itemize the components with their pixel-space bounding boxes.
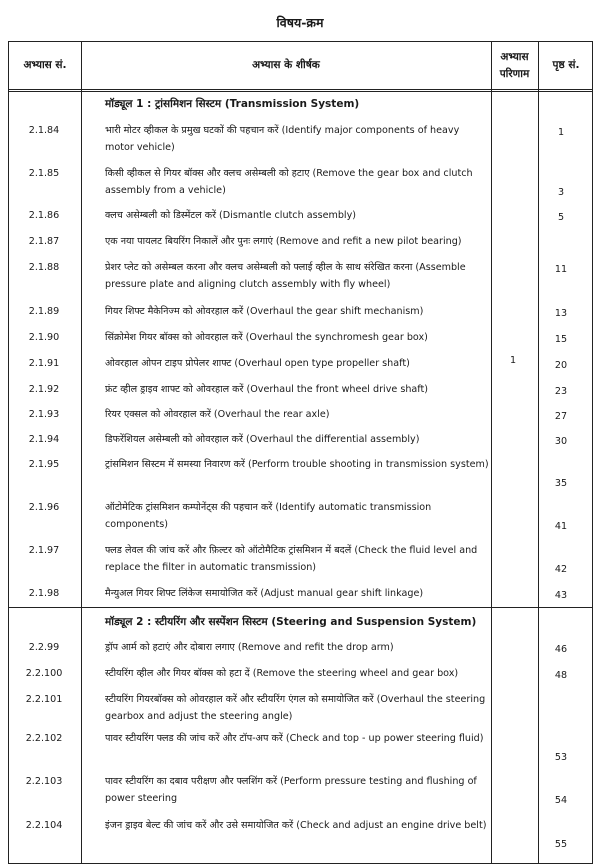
module-1-title: मॉड्यूल 1 : ट्रांसमिशन सिस्टम (Transmission System) bbox=[105, 98, 360, 110]
exercise-number: 2.2.101 bbox=[25, 694, 63, 705]
header-result-line1: अभ्यास bbox=[500, 50, 529, 63]
page-number: 15 bbox=[554, 334, 568, 345]
exercise-title: इंजन ड्राइव बेल्ट की जांच करें और उसे समायोजित करें (Check and adjust an engine drive belt) bbox=[105, 820, 487, 831]
exercise-title: क्लच असेम्बली को डिस्मेंटल करें (Dismantle clutch assembly) bbox=[105, 210, 357, 221]
header-result bbox=[491, 42, 538, 89]
exercise-title: स्टीयरिंग व्हील और गियर बॉक्स को हटा दें (Remove the steering wheel and gear box) bbox=[105, 668, 459, 679]
page-number: 42 bbox=[554, 564, 568, 575]
exercise-title: ऑटोमेटिक ट्रांसमिशन कम्पोनेंट्स की पहचान करें (Identify automatic transmission components) bbox=[105, 502, 432, 530]
exercise-title: एक नया पायलट बियरिंग निकालें और पुनः लगाएं (Remove and refit a new pilot bearing) bbox=[105, 236, 462, 247]
exercise-number: 2.1.85 bbox=[28, 168, 60, 179]
exercise-number: 2.1.90 bbox=[28, 332, 60, 343]
exercise-title: मैन्युअल गियर शिफ्ट लिंकेज समायोजित करें (Adjust manual gear shift linkage) bbox=[105, 588, 424, 599]
page-number: 23 bbox=[554, 386, 568, 397]
exercise-number: 2.2.102 bbox=[25, 733, 63, 744]
page-number: 3 bbox=[557, 187, 565, 198]
exercise-title: किसी व्हीकल से गियर बॉक्स और क्लच असेम्बली को हटाए (Remove the gear box and clutch assembly from a vehicle) bbox=[105, 168, 473, 196]
header-exercise-no: अभ्यास सं. bbox=[23, 59, 67, 71]
exercise-title: ओवरहाल ओपन टाइप प्रोपेलर शाफ्ट (Overhaul open type propeller shaft) bbox=[105, 358, 410, 369]
header-page-no: पृष्ठ सं. bbox=[552, 59, 580, 71]
page-number: 48 bbox=[554, 670, 568, 681]
page-number: 20 bbox=[554, 360, 568, 371]
page-number: 46 bbox=[554, 644, 568, 655]
page-number: 53 bbox=[554, 752, 568, 763]
exercise-title: फ्लड लेवल की जांच करें और फ़िल्टर को ऑटोमैटिक ट्रांसमिशन में बदलें (Check the fluid level and replace the filter in automatic transmission) bbox=[105, 545, 478, 573]
page-number: 35 bbox=[554, 478, 568, 489]
exercise-title: भारी मोटर व्हीकल के प्रमुख घटकों की पहचान करें (Identify major components of heavy motor vehicle) bbox=[105, 125, 460, 153]
exercise-title: ड्रॉप आर्म को हटाएं और दोबारा लगाए (Remove and refit the drop arm) bbox=[105, 642, 394, 653]
exercise-title: स्टीयरिंग गियरबॉक्स को ओवरहाल करें और स्टीयरिंग एंगल को समायोजित करें (Overhaul the steering gearbox and adjust the steering angle) bbox=[105, 694, 486, 722]
page-title: विषय-क्रम bbox=[276, 15, 324, 30]
exercise-number: 2.1.92 bbox=[28, 384, 60, 395]
exercise-title: ट्रांसमिशन सिस्टम में समस्या निवारण करें (Perform trouble shooting in transmission system) bbox=[105, 459, 489, 470]
exercise-number: 2.1.93 bbox=[28, 409, 60, 420]
header-result-line2: परिणाम bbox=[499, 67, 530, 80]
header-divider bbox=[9, 89, 592, 90]
exercise-number: 2.1.98 bbox=[28, 588, 60, 599]
exercise-title: पावर स्टीयरिंग फ्लड की जांच करें और टॉप-अप करें (Check and top - up power steering fluid) bbox=[105, 733, 484, 744]
exercise-number: 2.1.95 bbox=[28, 459, 60, 470]
page-number: 11 bbox=[554, 264, 568, 275]
page-number: 55 bbox=[554, 839, 568, 850]
exercise-number: 2.2.99 bbox=[28, 642, 60, 653]
page-number: 43 bbox=[554, 590, 568, 601]
page-number: 27 bbox=[554, 411, 568, 422]
page-number: 13 bbox=[554, 308, 568, 319]
module-divider bbox=[9, 607, 592, 608]
exercise-number: 2.1.84 bbox=[28, 125, 60, 136]
column-divider bbox=[81, 42, 82, 863]
header-exercise-title: अभ्यास के शीर्षक bbox=[252, 59, 320, 71]
page-number: 30 bbox=[554, 436, 568, 447]
exercise-number: 2.1.94 bbox=[28, 434, 60, 445]
module-1-result: 1 bbox=[509, 355, 517, 366]
exercise-title: डिफरेंशियल असेम्बली को ओवरहाल करें (Overhaul the differential assembly) bbox=[105, 434, 420, 445]
exercise-number: 2.1.96 bbox=[28, 502, 60, 513]
exercise-number: 2.1.88 bbox=[28, 262, 60, 273]
exercise-title: फ्रंट व्हील ड्राइव शाफ्ट को ओवरहाल करें (Overhaul the front wheel drive shaft) bbox=[105, 384, 429, 395]
page-number: 41 bbox=[554, 521, 568, 532]
page-number: 54 bbox=[554, 795, 568, 806]
exercise-number: 2.2.100 bbox=[25, 668, 63, 679]
exercise-title: रियर एक्सल को ओवरहाल करें (Overhaul the rear axle) bbox=[105, 409, 330, 420]
header-divider bbox=[9, 91, 592, 92]
exercise-title: प्रेशर प्लेट को असेम्बल करना और क्लच असेम्बली को फ्लाई व्हील के साथ संरेखित करना (Assemble pressure plate and aligning clutch assembly with fly wheel) bbox=[105, 262, 466, 290]
contents-table bbox=[8, 41, 593, 864]
page-number: 1 bbox=[557, 127, 565, 138]
page-number: 5 bbox=[557, 212, 565, 223]
exercise-number: 2.2.104 bbox=[25, 820, 63, 831]
module-2-title: मॉड्यूल 2 : स्टीयरिंग और सस्पेंशन सिस्टम (Steering and Suspension System) bbox=[105, 616, 477, 628]
exercise-title: सिंक्रोमेश गियर बॉक्स को ओवरहाल करें (Overhaul the synchromesh gear box) bbox=[105, 332, 428, 343]
column-divider bbox=[538, 42, 539, 863]
exercise-title: पावर स्टीयरिंग का दबाव परीक्षण और फ्लशिंग करें (Perform pressure testing and flushing of power steering bbox=[105, 776, 477, 804]
exercise-number: 2.1.91 bbox=[28, 358, 60, 369]
exercise-title: गियर शिफ्ट मैकेनिज्म को ओवरहाल करें (Overhaul the gear shift mechanism) bbox=[105, 306, 424, 317]
exercise-number: 2.1.97 bbox=[28, 545, 60, 556]
column-divider bbox=[491, 42, 492, 863]
exercise-number: 2.1.87 bbox=[28, 236, 60, 247]
exercise-number: 2.2.103 bbox=[25, 776, 63, 787]
exercise-number: 2.1.89 bbox=[28, 306, 60, 317]
exercise-number: 2.1.86 bbox=[28, 210, 60, 221]
